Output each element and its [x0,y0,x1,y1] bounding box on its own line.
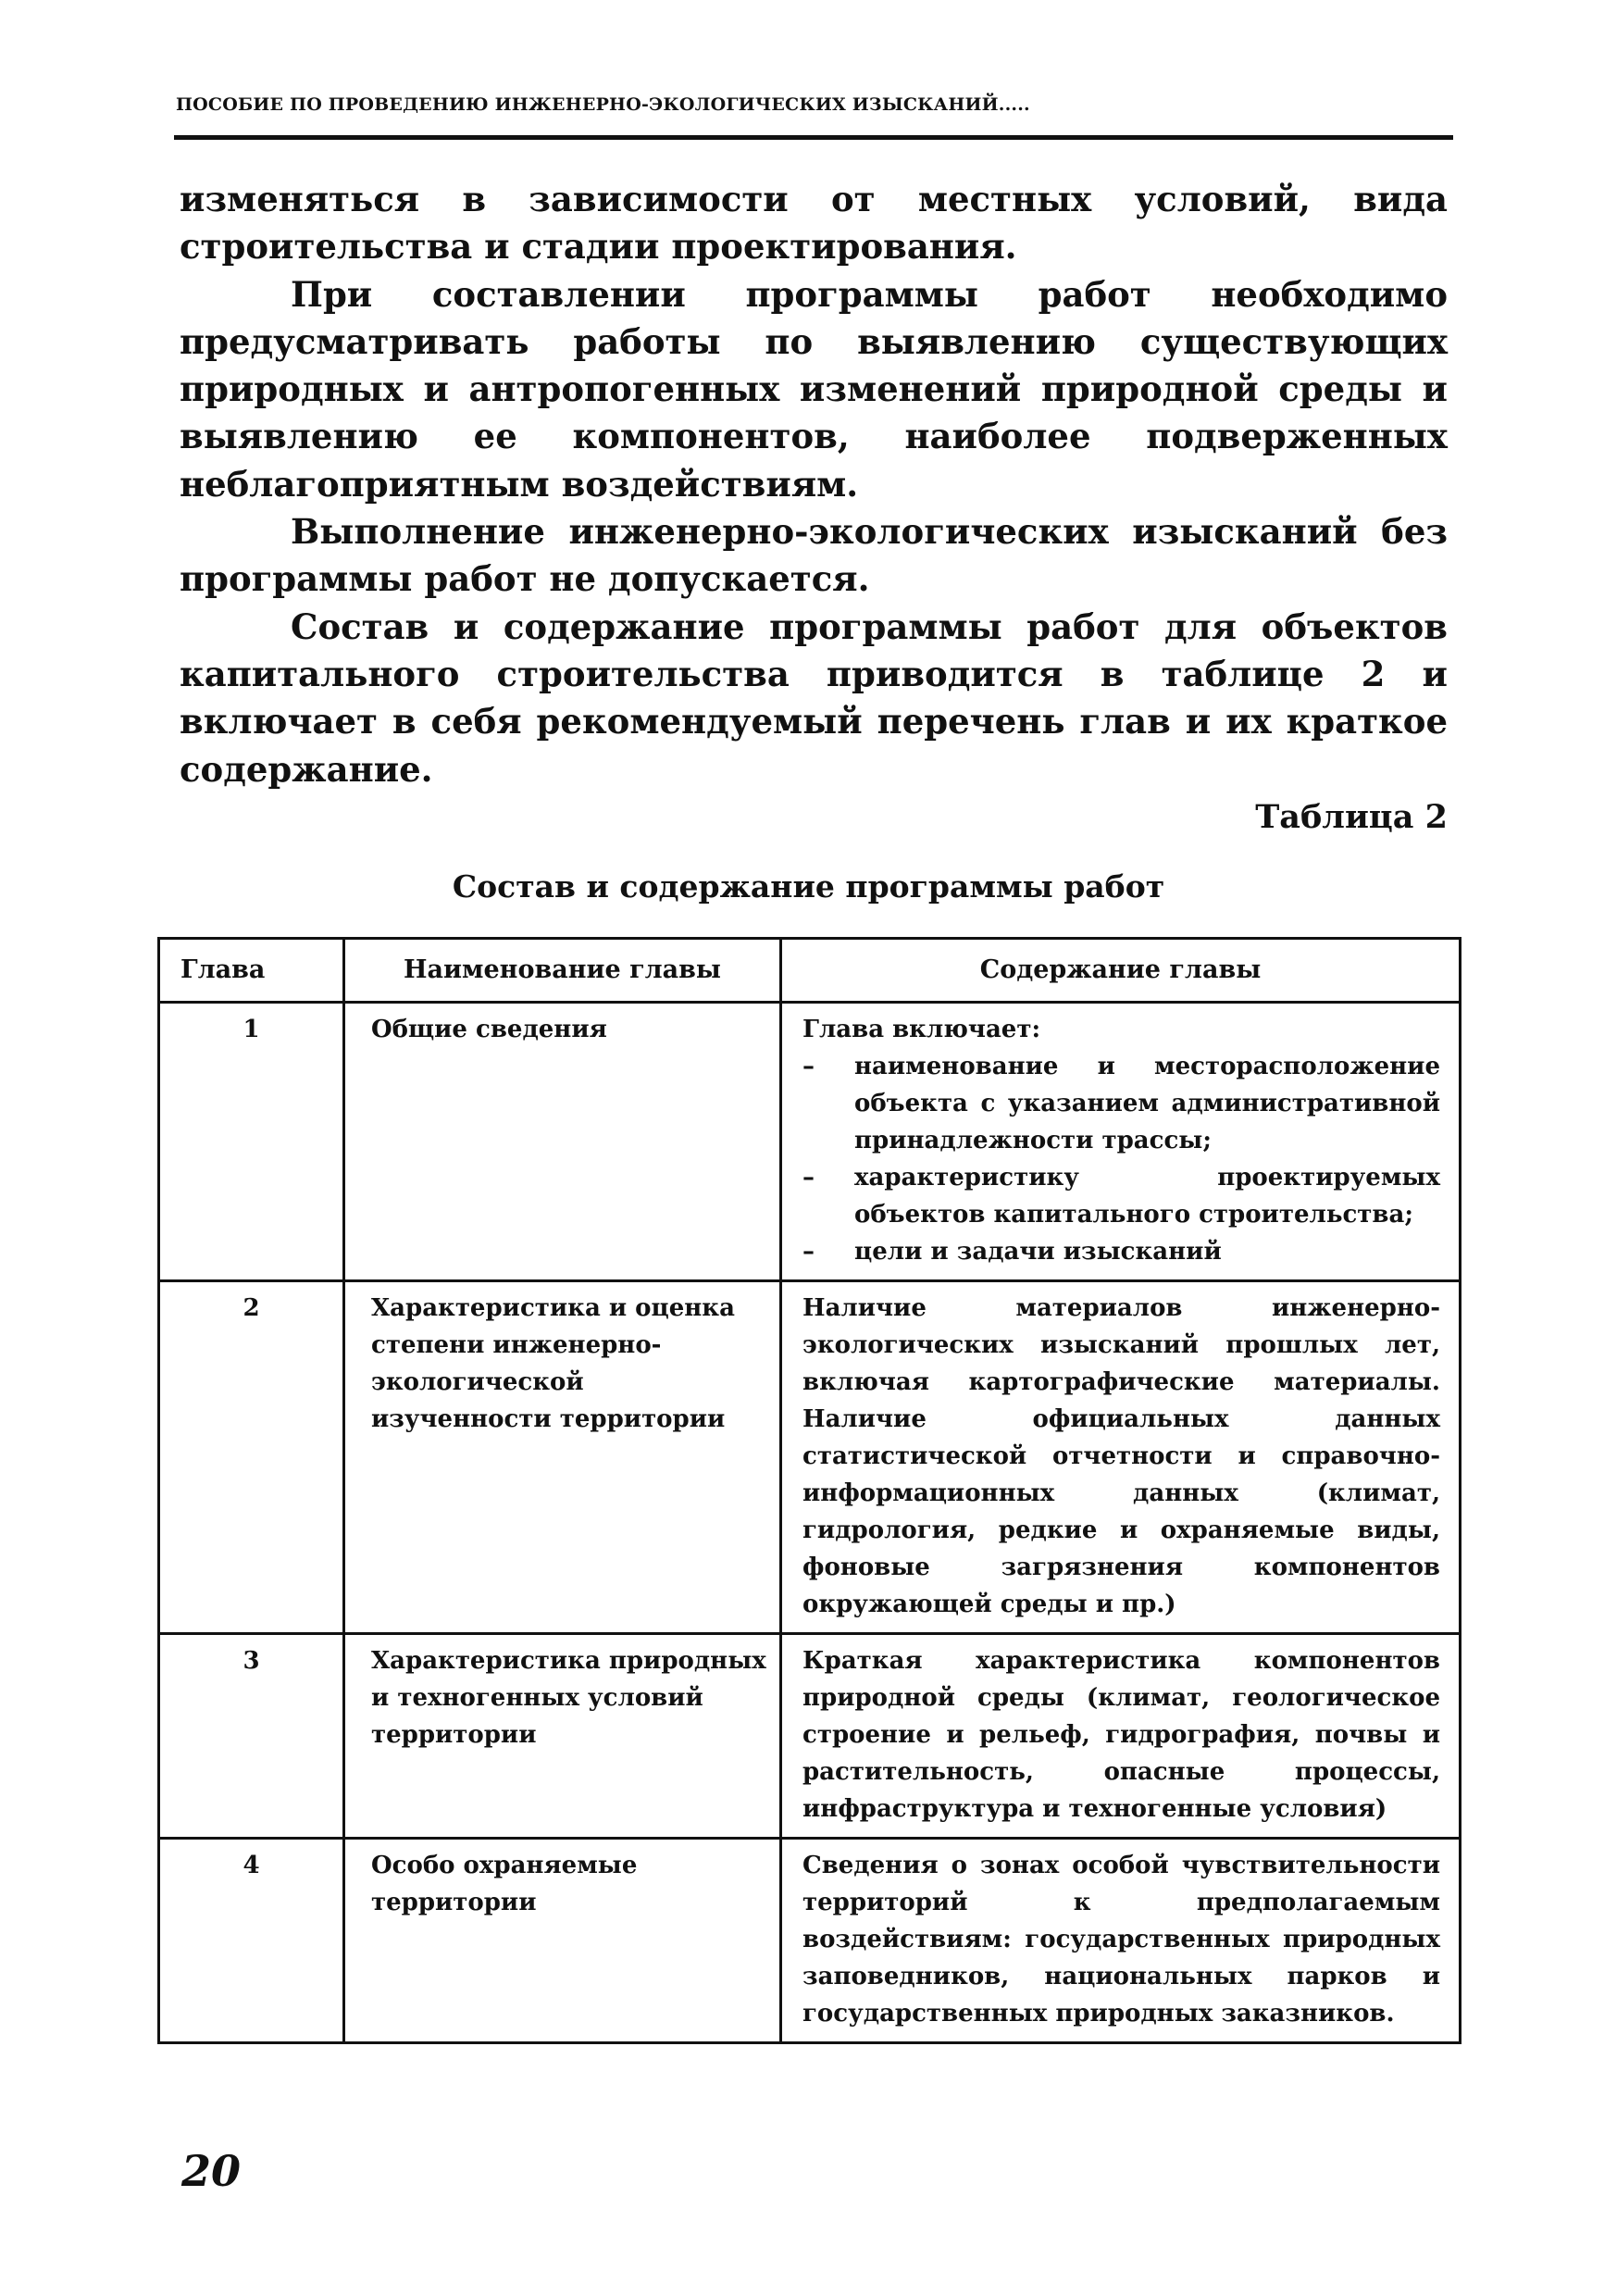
body-text [180,176,1448,793]
row-chapter-content: Наличие материалов инженерно-экологических изысканий прошлых лет, включая картографические материалы. Наличие официальных данных статистической отчетности и справочно-информационных данных (климат, гидрология, редкие и охраняемые виды, фоновые загрязнения компонентов окружающей среды и пр.) [781,1281,1461,1634]
column-header-chapter-content: Содержание главы [781,939,1461,1003]
row-chapter-content: Краткая характеристика компонентов природной среды (климат, геологическое строение и рельеф, гидрография, почвы и растительность, опасные процессы, инфраструктура и техногенные условия) [781,1634,1461,1839]
list-item: – характеристику проектируемых объектов капитального строительства; [802,1159,1440,1233]
list-item: – цели и задачи изысканий [802,1233,1440,1270]
row-chapter-content: Сведения о зонах особой чувствительности территорий к предполагаемым воздействиям: государственных природных заповедников, национальных парков и государственных природных заказников. [781,1839,1461,2043]
running-header: ПОСОБИЕ ПО ПРОВЕДЕНИЮ ИНЖЕНЕРНО-ЭКОЛОГИЧЕСКИХ ИЗЫСКАНИЙ..... [176,94,1030,115]
row-chapter-name: Общие сведения [344,1003,781,1281]
row-number: 4 [159,1839,344,2043]
content-intro: Глава включает: [802,1016,1041,1043]
column-header-chapter: Глава [159,939,344,1003]
table-row [159,1003,1461,1281]
table-header-row [159,939,1461,1003]
column-header-chapter-name: Наименование главы [344,939,781,1003]
table-label: Таблица 2 [1255,798,1448,836]
row-chapter-name: Особо охраняемые территории [344,1839,781,2043]
content-list [802,1048,1440,1270]
table-row [159,1634,1461,1839]
page-number: 20 [181,2146,242,2196]
table-title: Состав и содержание программы работ [452,868,1165,905]
row-number: 2 [159,1281,344,1634]
paragraph-2: При составлении программы работ необходимо предусматривать работы по выявлению существующих природных и антропогенных изменений природной среды и выявлению ее компонентов, наиболее подверженных неблагоприятным воздействиям. [180,273,1448,505]
row-chapter-name: Характеристика природных и техногенных условий территории [344,1634,781,1839]
program-table [157,937,1462,2044]
paragraph-1: изменяться в зависимости от местных условий, вида строительства и стадии проектирования. [180,179,1448,268]
list-item: – наименование и месторасположение объекта с указанием административной принадлежности трассы; [802,1048,1440,1159]
row-number: 3 [159,1634,344,1839]
row-chapter-content [781,1003,1461,1281]
row-chapter-name: Характеристика и оценка степени инженерно-экологической изученности территории [344,1281,781,1634]
paragraph-4: Состав и содержание программы работ для объектов капитального строительства приводится в таблице 2 и включает в себя рекомендуемый перечень глав и их краткое содержание. [180,605,1448,790]
table-row [159,1281,1461,1634]
table-row [159,1839,1461,2043]
row-number: 1 [159,1003,344,1281]
paragraph-3: Выполнение инженерно-экологических изысканий без программы работ не допускается. [180,511,1448,600]
header-divider [174,135,1453,140]
